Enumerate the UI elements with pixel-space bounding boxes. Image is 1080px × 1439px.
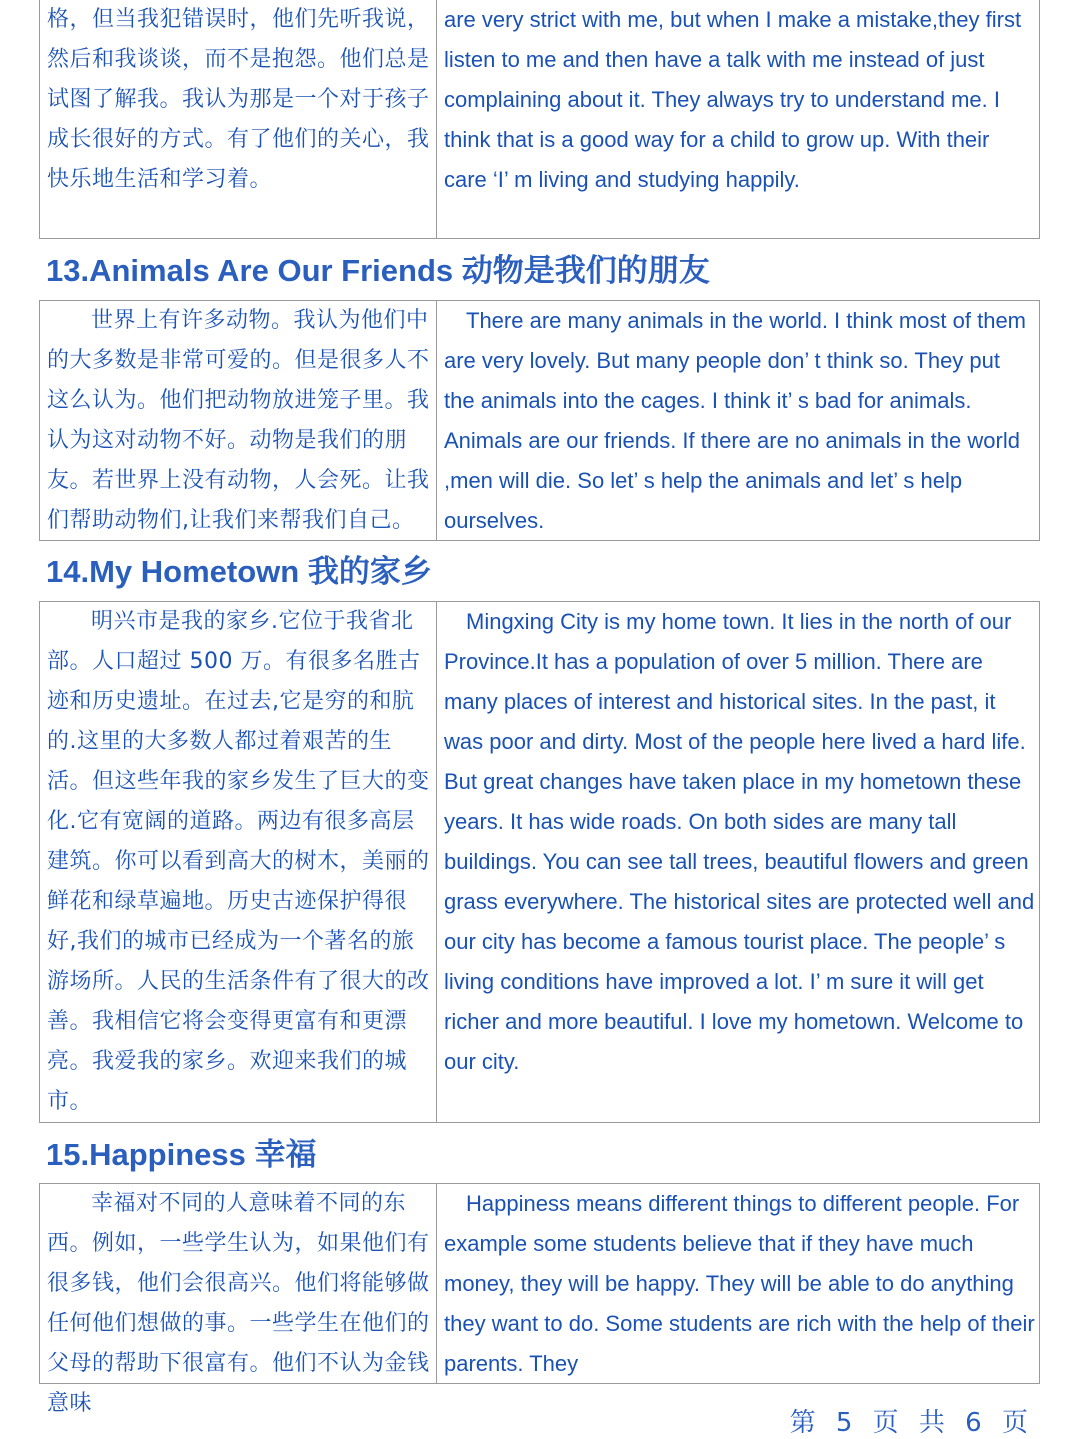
english-text-cell [437,0,1039,238]
english-text-cell [437,301,1039,540]
chinese-paragraph: 明兴市是我的家乡.它位于我省北部。人口超过 500 万。有很多名胜古迹和历史遗址。在过去,它是穷的和肮的.这里的大多数人都过着艰苦的生活。但这些年我的家乡发生了巨大的变化.它有宽阔的道路。两边有很多高层建筑。你可以看到高大的树木，美丽的鲜花和绿草遍地。历史古迹保护得很好,我们的城市已经成为一个著名的旅游场所。人民的生活条件有了很大的改善。我相信它将会变得更富有和更漂亮。我爱我的家乡。欢迎来我们的城市。 [47,609,430,1114]
chinese-text-cell [40,301,437,540]
essay-table-13 [39,300,1040,541]
chinese-paragraph: 格，但当我犯错误时，他们先听我说，然后和我谈谈，而不是抱怨。他们总是试图了解我。我认为那是一个对于孩子成长很好的方式。有了他们的关心，我快乐地生活和学习着。 [47,7,430,192]
page-number: 第 5 页 共 6 页 [789,1408,1034,1438]
english-text-cell [437,602,1039,1122]
english-paragraph: Mingxing City is my home town. It lies in the north of our Province.It has a population of over 5 million. There are many places of interest and historical sites. In the past, it was poor and dirty. Most of the people here lived a hard life. But great changes have taken place in my hometown these years. It has wide roads. On both sides are many tall buildings. You can see tall trees, beautiful flowers and green grass everywhere. The historical sites are protected well and our city has become a famous tourist place. The people’ s living conditions have improved a lot. I’ m sure it will get richer and more beautiful. I love my hometown. Welcome to our city. [444,609,1035,1074]
section-heading-15: 15.Happiness 幸福 [46,1137,317,1172]
english-text-cell [437,1184,1039,1383]
chinese-text-cell [40,0,437,238]
chinese-paragraph: 世界上有许多动物。我认为他们中的大多数是非常可爱的。但是很多人不这么认为。他们把动物放进笼子里。我认为这对动物不好。动物是我们的朋友。若世界上没有动物，人会死。让我们帮助动物们,让我们来帮我们自己。 [47,308,430,533]
section-heading-14: 14.My Hometown 我的家乡 [46,554,432,589]
section-heading-13: 13.Animals Are Our Friends 动物是我们的朋友 [46,253,710,288]
english-paragraph: are very strict with me, but when I make a mistake,they first listen to me and then have a talk with me instead of just complaining about it. They always try to understand me. I think that is a good way for a child to grow up. With their care ‘I’ m living and studying happily. [444,7,1022,192]
essay-table-14 [39,601,1040,1123]
english-paragraph: Happiness means different things to different people. For example some students believe that if they have much money, they will be happy. They will be able to do anything they want to do. Some students are rich with the help of their parents. They [444,1191,1035,1376]
english-paragraph: There are many animals in the world. I think most of them are very lovely. But many people don’ t think so. They put the animals into the cages. I think it’ s bad for animals. Animals are our friends. If there are no animals in the world ,men will die. So let’ s help the animals and let’ s help ourselves. [444,308,1027,533]
chinese-paragraph: 幸福对不同的人意味着不同的东西。例如，一些学生认为，如果他们有很多钱，他们会很高兴。他们将能够做任何他们想做的事。一些学生在他们的父母的帮助下很富有。他们不认为金钱意味 [47,1191,430,1416]
chinese-text-cell [40,602,437,1122]
essay-table-15 [39,1183,1040,1416]
essay-table-12 [39,0,1040,239]
chinese-text-cell [40,1184,437,1416]
